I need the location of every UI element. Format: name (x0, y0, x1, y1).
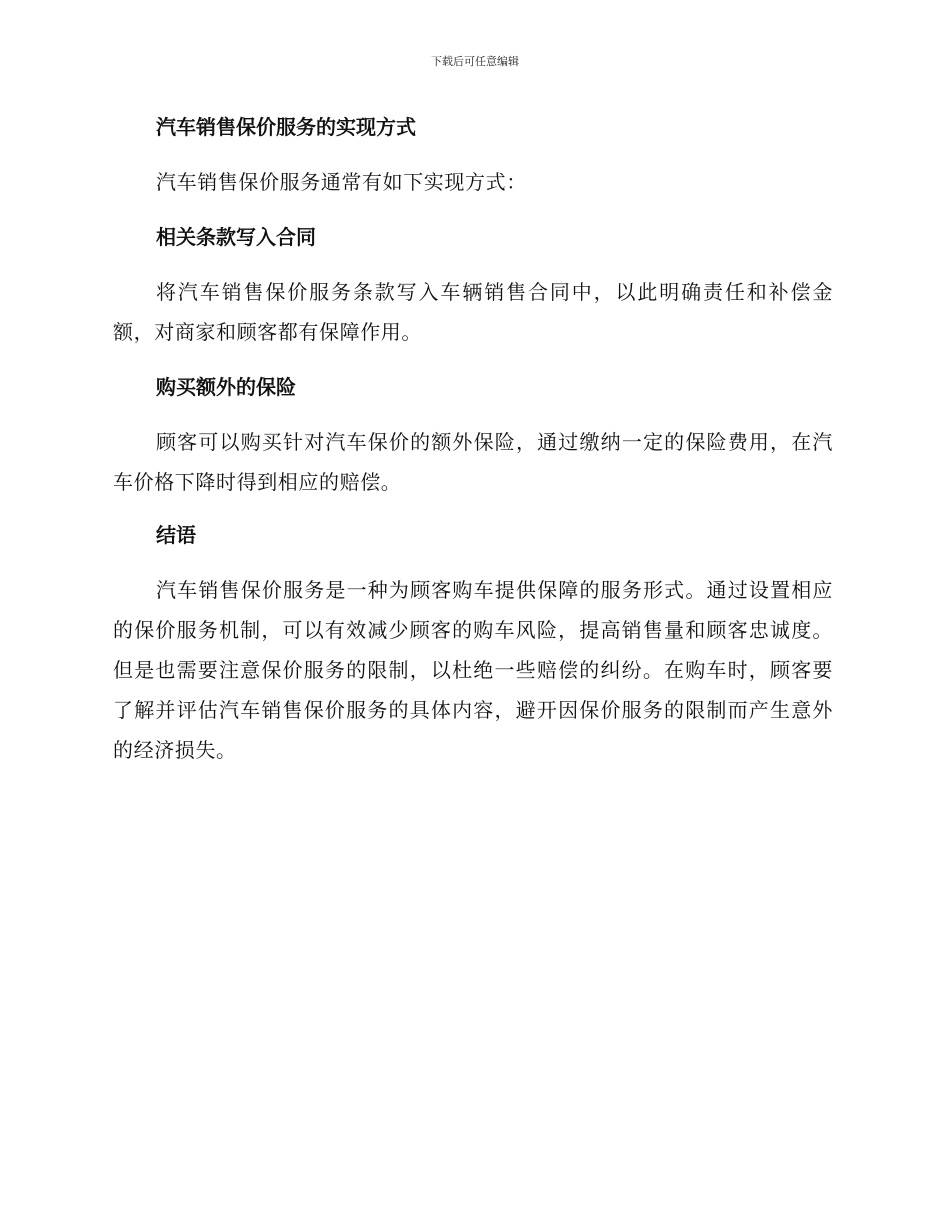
document-body (113, 108, 833, 770)
body-paragraph: 汽车销售保价服务是一种为顾客购车提供保障的服务形式。通过设置相应的保价服务机制，可以有效减少顾客的购车风险，提高销售量和顾客忠诚度。但是也需要注意保价服务的限制，以杜绝一些赔偿的纠纷。在购车时，顾客要了解并评估汽车销售保价服务的具体内容，避开因保价服务的限制而产生意外的经济损失。 (113, 578, 833, 762)
body-paragraph: 将汽车销售保价服务条款写入车辆销售合同中，以此明确责任和补偿金额，对商家和顾客都有保障作用。 (113, 280, 833, 344)
section-heading: 相关条款写入合同 (156, 225, 316, 249)
section-heading: 购买额外的保险 (156, 375, 296, 399)
section-heading: 汽车销售保价服务的实现方式 (156, 115, 416, 139)
section-heading: 结语 (156, 523, 196, 547)
body-paragraph: 顾客可以购买针对汽车保价的额外保险，通过缴纳一定的保险费用，在汽车价格下降时得到相应的赔偿。 (113, 430, 833, 494)
body-paragraph: 汽车销售保价服务通常有如下实现方式： (156, 170, 527, 194)
page-header: 下载后可任意编辑 (431, 55, 519, 68)
